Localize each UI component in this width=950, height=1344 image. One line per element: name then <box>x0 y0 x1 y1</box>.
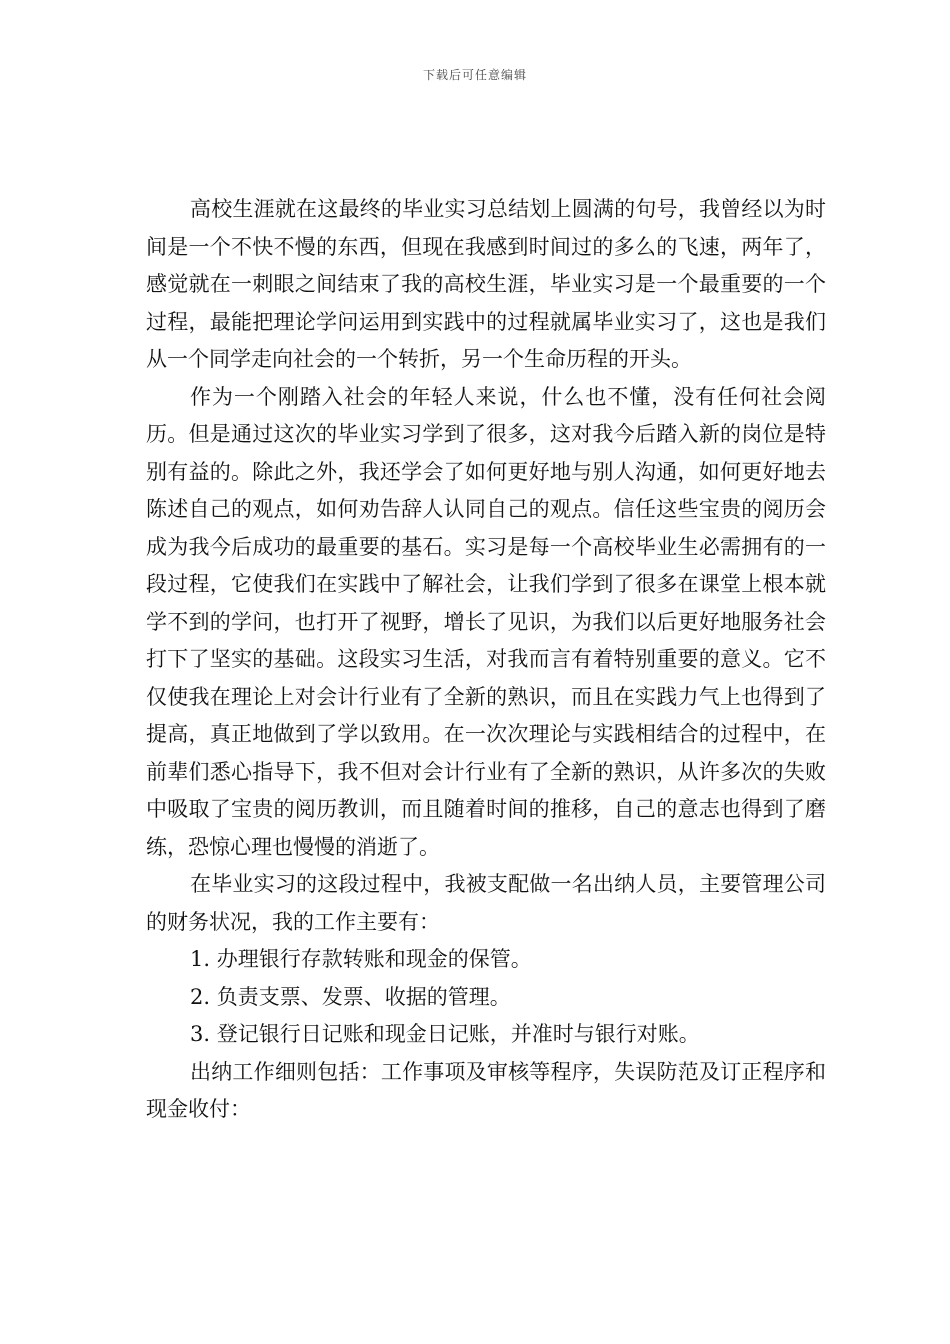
list-item-2: 2. 负责支票、发票、收据的管理。 <box>190 984 511 1009</box>
paragraph-2: 作为一个刚踏入社会的年轻人来说，什么也不懂，没有任何社会阅历。但是通过这次的毕业实习学到了很多，这对我今后踏入新的岗位是特别有益的。除此之外，我还学会了如何更好地与别人沟通，如何更好地去陈述自己的观点，如何劝告辞人认同自己的观点。信任这些宝贵的阅历会成为我今后成功的最重要的基石。实习是每一个高校毕业生必需拥有的一段过程，它使我们在实践中了解社会，让我们学到了很多在课堂上根本就学不到的学问，也打开了视野，增长了见识，为我们以后更好地服务社会打下了坚实的基础。这段实习生活，对我而言有着特别重要的意义。它不仅使我在理论上对会计行业有了全新的熟识，而且在实践力气上也得到了提高，真正地做到了学以致用。在一次次理论与实践相结合的过程中，在前辈们悉心指导下，我不但对会计行业有了全新的熟识，从许多次的失败中吸取了宝贵的阅历教训，而且随着时间的推移，自己的意志也得到了磨练，恐惊心理也慢慢的消逝了。 <box>146 384 826 859</box>
list-item-3: 3. 登记银行日记账和现金日记账，并准时与银行对账。 <box>190 1022 700 1046</box>
list-item-1: 1. 办理银行存款转账和现金的保管。 <box>190 947 532 971</box>
paragraph-1: 高校生涯就在这最终的毕业实习总结划上圆满的句号，我曾经以为时间是一个不快不慢的东西，但现在我感到时间过的多么的飞速，两年了，感觉就在一刺眼之间结束了我的高校生涯，毕业实习是一个最重要的一个过程，最能把理论学问运用到实践中的过程就属毕业实习了，这也是我们从一个同学走向社会的一个转折，另一个生命历程的开头。 <box>146 197 826 371</box>
document-body <box>146 191 826 1129</box>
header-note: 下载后可任意编辑 <box>422 68 527 82</box>
paragraph-closing: 出纳工作细则包括：工作事项及审核等程序，失误防范及订正程序和现金收付： <box>146 1059 826 1121</box>
paragraph-3: 在毕业实习的这段过程中，我被支配做一名出纳人员，主要管理公司的财务状况，我的工作主要有： <box>146 872 826 934</box>
